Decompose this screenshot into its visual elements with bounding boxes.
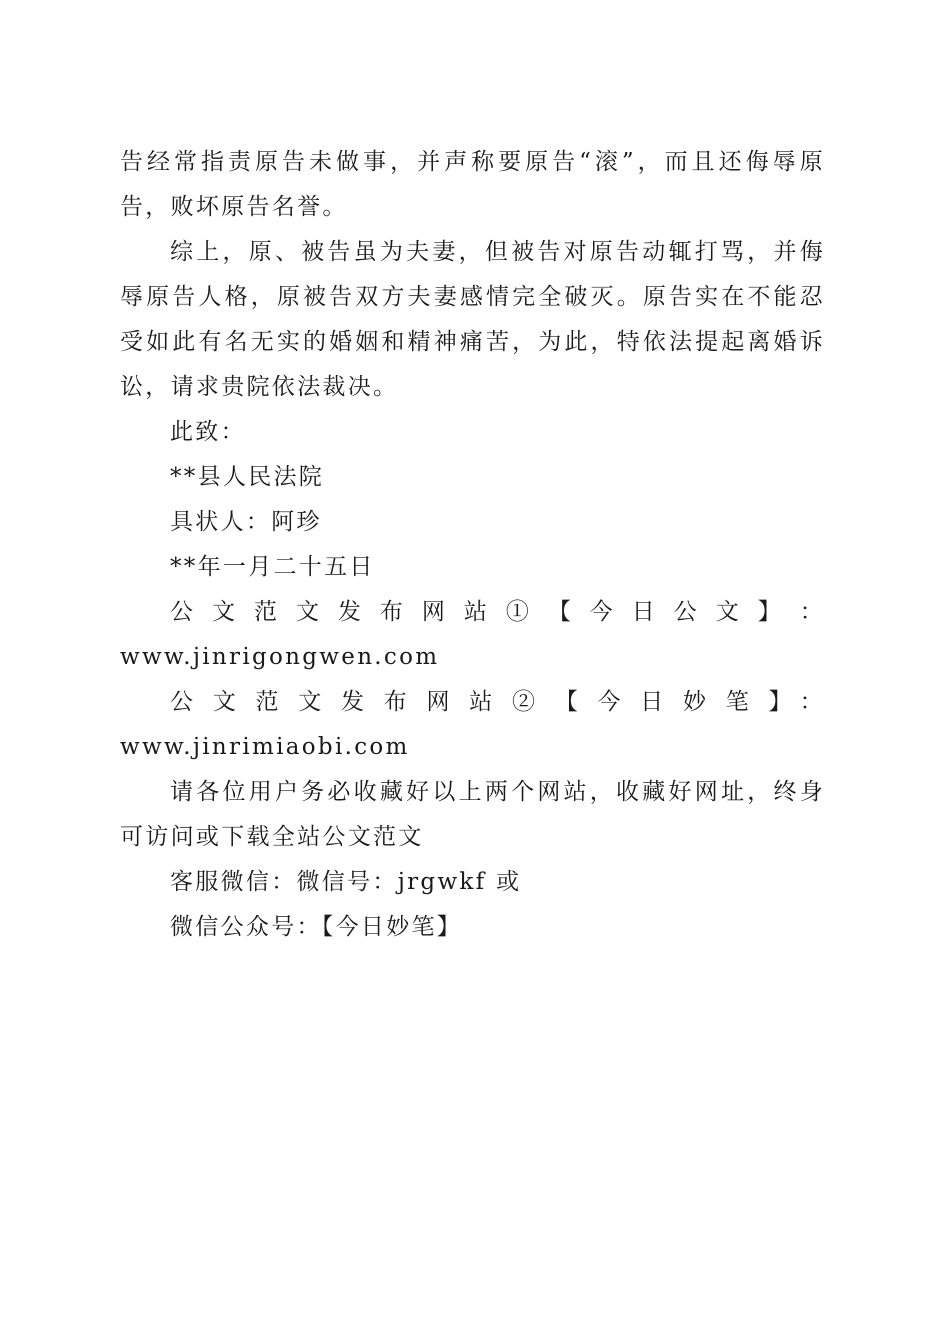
text-line: 告经常指责原告未做事，并声称要原告“滚”，而且还侮辱原 (120, 149, 825, 175)
court-name: **县人民法院 (170, 464, 325, 490)
text-line: 可访问或下载全站公文范文 (120, 824, 424, 850)
site1-url: www.jinrigongwen.com (120, 644, 440, 670)
document-body (120, 140, 825, 950)
footer-site1 (120, 590, 825, 680)
text-line: 请各位用户务必收藏好以上两个网站，收藏好网址，终身 (170, 779, 825, 805)
text-line: 讼，请求贵院依法裁决。 (120, 374, 399, 400)
text-line: 公 文 范 文 发 布 网 站 ① 【 今 日 公 文 】 ： (170, 599, 825, 625)
footer-wechat-public: 微信公众号：【今日妙笔】 (170, 914, 463, 940)
text-line: 告，败坏原告名誉。 (120, 194, 348, 220)
salutation: 此致： (170, 419, 246, 445)
footer-wechat-service: 客服微信：微信号：jrgwkf 或 (170, 869, 522, 895)
plaintiff-signature: 具状人：阿珍 (170, 509, 322, 535)
footer-site2: 公文范文发布网站②【今日妙笔】：www.jinrimiaobi.com (120, 689, 825, 760)
document-date: **年一月二十五日 (170, 554, 375, 580)
text-line: 辱原告人格，原被告双方夫妻感情完全破灭。原告实在不能忍 (120, 284, 825, 310)
paragraph-conclusion (120, 230, 825, 410)
text-line: 受如此有名无实的婚姻和精神痛苦，为此，特依法提起离婚诉 (120, 329, 825, 355)
footer-notice (120, 770, 825, 860)
text-line: 综上，原、被告虽为夫妻，但被告对原告动辄打骂，并侮 (170, 239, 825, 265)
paragraph-accusation (120, 140, 825, 230)
